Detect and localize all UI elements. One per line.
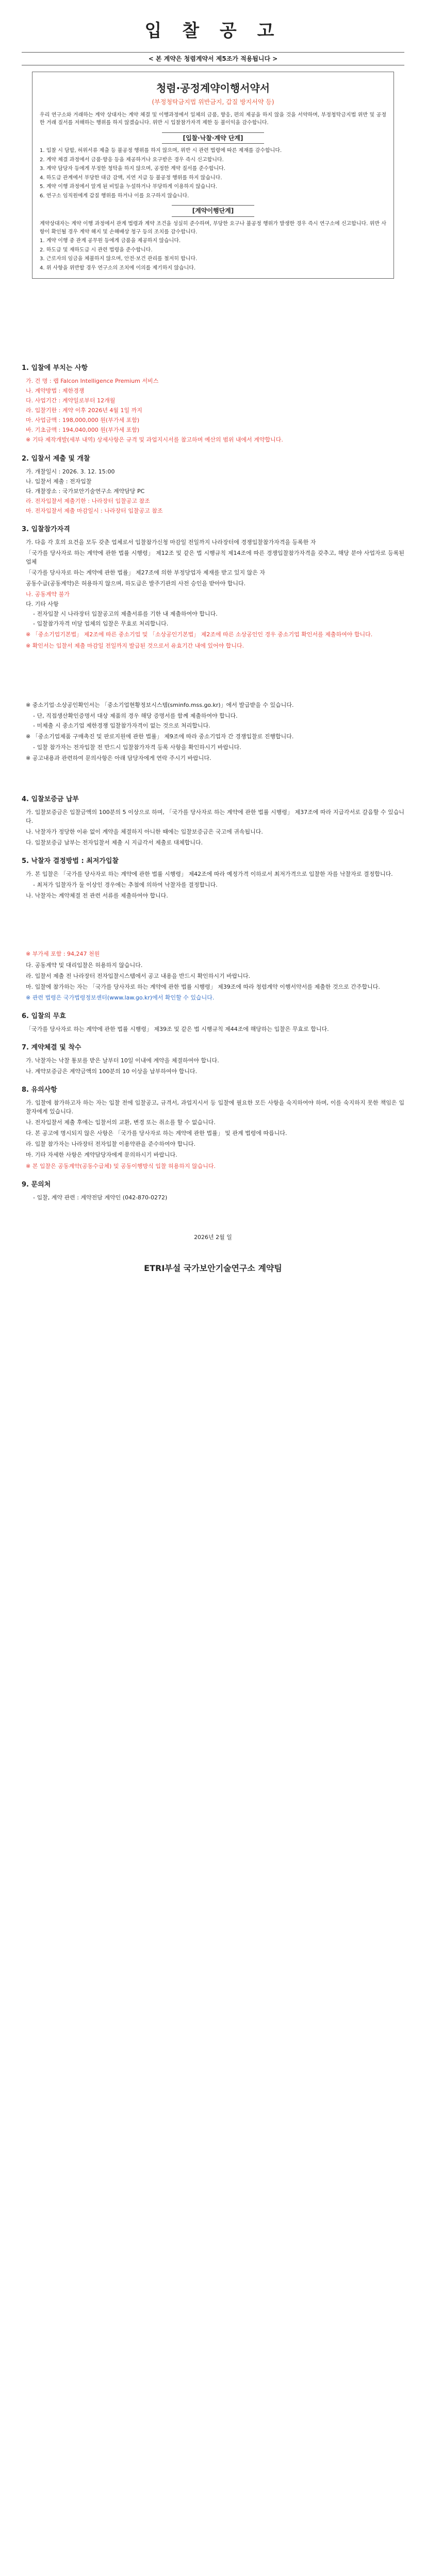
section-caution-heading: 8. 유의사항 — [22, 1086, 57, 1094]
pledge-paragraph: 우리 연구소와 거래하는 계약 상대자는 계약 체결 및 이행과정에서 일체의 금품, 향응, 편의 제공을 하지 않을 것을 서약하며, 부정청탁금지법 위반 및 공정한 거래 질서를 저해하는 행위를 하지 않겠습니다. 위반 시 입찰참가자격 제한 등 불이익을 감수합니다. — [40, 112, 386, 126]
opening-datetime: 가. 개찰일시 : 2026. 3. 12. 15:00 — [26, 468, 115, 475]
pledge-item: 1. 입찰 시 담합, 허위서류 제출 등 불공정 행위를 하지 않으며, 위반 시 관련 법령에 따른 제재를 감수합니다. — [40, 148, 282, 154]
misc-line: 다. 공동계약 및 대리입찰은 허용하지 않습니다. — [26, 961, 143, 969]
announcement-date: 2026년 2월 일 — [194, 1233, 232, 1241]
law-link-note[interactable]: ※ 관련 법령은 국가법령정보센터(www.law.go.kr)에서 확인할 수 있습니다. — [26, 994, 215, 1001]
submission-method: 나. 입찰서 제출 : 전자입찰 — [26, 478, 92, 485]
pledge-contract-paragraph: 계약상대자는 계약 이행 과정에서 관계 법령과 계약 조건을 성실히 준수하며, 부당한 요구나 불공정 행위가 발생한 경우 즉시 연구소에 신고합니다. 위반 사항이 확인될 경우 계약 해지 및 손해배상 청구 등의 조치를 감수합니다. — [40, 221, 386, 235]
section-award-heading: 5. 낙찰자 결정방법 : 최저가입찰 — [22, 857, 119, 866]
section-submission-heading: 2. 입찰서 제출 및 개찰 — [22, 454, 90, 463]
integrity-pledge-box — [32, 72, 394, 279]
opening-place: 다. 개찰장소 : 국가보안기술연구소 계약담당 PC — [26, 487, 145, 495]
pledge-item: 3. 계약 담당자 등에게 부정한 청탁을 하지 않으며, 공정한 계약 질서를 준수합니다. — [40, 166, 225, 172]
eligibility-dash: - 입찰참가자격 미달 업체의 입찰은 무효로 처리합니다. — [33, 620, 169, 628]
pledge-item: 3. 근로자의 임금을 체불하지 않으며, 안전·보건 관리를 철저히 합니다. — [40, 256, 198, 262]
section-eligibility-heading: 3. 입찰참가자격 — [22, 525, 70, 533]
bid-method: 나. 계약방법 : 제한경쟁 — [26, 387, 85, 395]
bid-note: ※ 기타 제작개발(세부 내역) 상세사항은 규격 및 과업지시서를 참고하며 예산의 범위 내에서 계약합니다. — [26, 436, 283, 444]
submission-deadline: 라. 전자입찰서 제출기한 : 나라장터 입찰공고 참조 — [26, 497, 150, 504]
bid-period: 다. 사업기간 : 계약일로부터 12개월 — [26, 397, 116, 404]
eligibility-para: 「국가를 당사자로 하는 계약에 관한 법률 시행령」 제12조 및 같은 법 시행규칙 제14조에 따른 경쟁입찰참가자격을 갖추고, 해당 분야 사업자로 등록된 업체 — [26, 550, 404, 566]
pledge-item: 2. 계약 체결 과정에서 금품·향응 등을 제공하거나 요구받은 경우 즉시 신고합니다. — [40, 157, 224, 163]
eligibility-para: 공동수급(공동계약)은 허용하지 않으며, 하도급은 발주기관의 사전 승인을 받아야 합니다. — [26, 580, 246, 587]
eligibility-note: ※ 「중소기업기본법」 제2조에 따른 중소기업 및 「소상공인기본법」 제2조에 따른 소상공인인 경우 중소기업 확인서를 제출하여야 합니다. — [26, 631, 373, 638]
pledge-title: 청렴·공정계약이행서약서 — [156, 82, 270, 95]
eligibility-para: 「국가를 당사자로 하는 계약에 관한 법률」 제27조에 의한 부정당업자 제재를 받고 있지 않은 자 — [26, 569, 265, 577]
contract-line: 나. 계약보증금은 계약금액의 100분의 10 이상을 납부하여야 합니다. — [26, 1068, 198, 1075]
sme-note: - 미제출 시 중소기업 제한경쟁 입찰참가자격이 없는 것으로 처리합니다. — [33, 722, 210, 729]
pledge-item: 1. 계약 이행 중 관계 공무원 등에게 금품을 제공하지 않습니다. — [40, 238, 181, 244]
caution-line: 라. 입찰 참가자는 나라장터 전자입찰 이용약관을 준수하여야 합니다. — [26, 1141, 195, 1148]
section-deposit-heading: 4. 입찰보증금 납부 — [22, 795, 79, 803]
bid-budget: 마. 사업금액 : 198,000,000 원(부가세 포함) — [26, 417, 140, 424]
eligibility-dash: - 전자입찰 시 나라장터 입찰공고의 제출서류를 기한 내 제출하여야 합니다. — [33, 611, 218, 618]
misc-line: 라. 입찰서 제출 전 나라장터 전자입찰시스템에서 공고 내용을 반드시 확인하시기 바랍니다. — [26, 972, 251, 979]
caution-line: 마. 기타 자세한 사항은 계약담당자에게 문의하시기 바랍니다. — [26, 1151, 177, 1159]
award-line: - 최저가 입찰자가 둘 이상인 경우에는 추첨에 의하여 낙찰자를 결정합니다. — [33, 882, 218, 889]
caution-line: 가. 입찰에 참가하고자 하는 자는 입찰 전에 입찰공고, 규격서, 과업지시서 등 입찰에 필요한 모든 사항을 숙지하여야 하며, 이를 숙지하지 못한 책임은 입찰자에게 있습니다. — [26, 1099, 404, 1115]
submission-closing: 마. 전자입찰서 제출 마감일시 : 나라장터 입찰공고 참조 — [26, 507, 163, 514]
pledge-item: 2. 하도급 및 재하도급 시 관련 법령을 준수합니다. — [40, 247, 153, 253]
contact-line: - 입찰, 계약 관련 : 계약전담 계약인 (042-870-0272) — [33, 1194, 168, 1201]
bid-deadline: 라. 입찰기한 : 계약 이후 2026년 4월 1일 까지 — [26, 407, 142, 414]
integrity-notice: < 본 계약은 청렴계약서 제5조가 적용됩니다 > — [22, 52, 404, 66]
pledge-section-bid: [입찰·낙찰·계약 단계] — [40, 132, 386, 144]
deposit-line: 다. 입찰보증금 납부는 전자입찰서 제출 시 지급각서 제출로 대체합니다. — [26, 839, 203, 846]
section-bid-items-heading: 1. 입찰에 부치는 사항 — [22, 364, 88, 372]
sme-note: - 단, 직접생산확인증명서 대상 제품의 경우 해당 증명서를 함께 제출하여야 합니다. — [33, 712, 238, 719]
section-contact-heading: 9. 문의처 — [22, 1180, 51, 1189]
sme-note: ※ 중소기업·소상공인확인서는 「중소기업현황정보시스템(sminfo.mss.go.kr)」에서 발급받을 수 있습니다. — [26, 701, 294, 708]
eligibility-note: ※ 확인서는 입찰서 제출 마감일 전일까지 발급된 것으로서 유효기간 내에 있어야 합니다. — [26, 642, 244, 649]
caution-line: 다. 본 공고에 명시되지 않은 사항은 「국가를 당사자로 하는 계약에 관한 법률」 및 관계 법령에 따릅니다. — [26, 1130, 287, 1137]
issuing-organization: ETRI부설 국가보안기술연구소 계약팀 — [144, 1263, 282, 1273]
pledge-item: 4. 하도급 관계에서 부당한 대금 감액, 지연 지급 등 불공정 행위를 하지 않습니다. — [40, 175, 222, 181]
deposit-line: 나. 낙찰자가 정당한 이유 없이 계약을 체결하지 아니한 때에는 입찰보증금은 국고에 귀속됩니다. — [26, 828, 263, 836]
award-line: 가. 본 입찰은 「국가를 당사자로 하는 계약에 관한 법률 시행령」 제42조에 따라 예정가격 이하로서 최저가격으로 입찰한 자를 낙찰자로 결정합니다. — [26, 871, 393, 878]
award-line: 나. 낙찰자는 계약체결 전 관련 서류를 제출하여야 합니다. — [26, 892, 168, 900]
pledge-subtitle: (부정청탁금지법 위반금지, 갑질 방지서약 등) — [152, 98, 274, 106]
deposit-line: 가. 입찰보증금은 입찰금액의 100분의 5 이상으로 하며, 「국가를 당사자로 하는 계약에 관한 법률 시행령」 제37조에 따라 지급각서로 갈음할 수 있습니다. — [26, 808, 404, 825]
vat-note: ※ 부가세 포함 : 94,247 천원 — [26, 951, 100, 958]
contract-line: 가. 낙찰자는 낙찰 통보를 받은 날부터 10일 이내에 계약을 체결하여야 합니다. — [26, 1057, 219, 1064]
section-invalid-heading: 6. 입찰의 무효 — [22, 1012, 66, 1020]
sme-note: ※ 공고내용과 관련하여 문의사항은 아래 담당자에게 연락 주시기 바랍니다. — [26, 754, 211, 761]
bid-item-name: 가. 건 명 : 랩 Falcon Intelligence Premium 서비스 — [26, 378, 159, 385]
section-contract-heading: 7. 계약체결 및 착수 — [22, 1043, 81, 1052]
pledge-item: 6. 연구소 임직원에게 갑질 행위를 하거나 이를 요구하지 않습니다. — [40, 193, 189, 199]
pledge-section-contract: [계약이행단계] — [40, 205, 386, 217]
eligibility-intro: 가. 다음 각 호의 요건을 모두 갖춘 업체로서 입찰참가신청 마감일 전일까지 나라장터에 경쟁입찰참가자격을 등록한 자 — [26, 539, 316, 546]
pledge-item: 5. 계약 이행 과정에서 알게 된 비밀을 누설하거나 부당하게 이용하지 않습니다. — [40, 184, 217, 190]
eligibility-sub: 다. 기타 사항 — [26, 601, 59, 608]
bid-base-amount: 바. 기초금액 : 194,040,000 원(부가세 포함) — [26, 427, 140, 434]
caution-red-note: ※ 본 입찰은 공동계약(공동수급체) 및 공동이행방식 입찰 허용하지 않습니다. — [26, 1162, 216, 1170]
sme-note: ※ 「중소기업제품 구매촉진 및 판로지원에 관한 법률」 제9조에 따라 중소기업자 간 경쟁입찰로 진행합니다. — [26, 733, 294, 740]
sme-note: - 입찰 참가자는 전자입찰 전 반드시 입찰참가자격 등록 사항을 확인하시기 바랍니다. — [33, 743, 241, 751]
invalid-line: 「국가를 당사자로 하는 계약에 관한 법률 시행령」 제39조 및 같은 법 시행규칙 제44조에 해당하는 입찰은 무효로 합니다. — [26, 1025, 329, 1032]
misc-line: 마. 입찰에 참가하는 자는 「국가를 당사자로 하는 계약에 관한 법률 시행령」 제39조에 따라 청렴계약 이행서약서를 제출한 것으로 간주합니다. — [26, 983, 380, 990]
caution-line: 나. 전자입찰서 제출 후에는 입찰서의 교환, 변경 또는 취소를 할 수 없습니다. — [26, 1119, 216, 1126]
page-title: 입 찰 공 고 — [144, 21, 282, 41]
pledge-item: 4. 위 사항을 위반할 경우 연구소의 조치에 이의를 제기하지 않습니다. — [40, 265, 196, 271]
eligibility-sub: 나. 공동계약 불가 — [26, 591, 70, 598]
